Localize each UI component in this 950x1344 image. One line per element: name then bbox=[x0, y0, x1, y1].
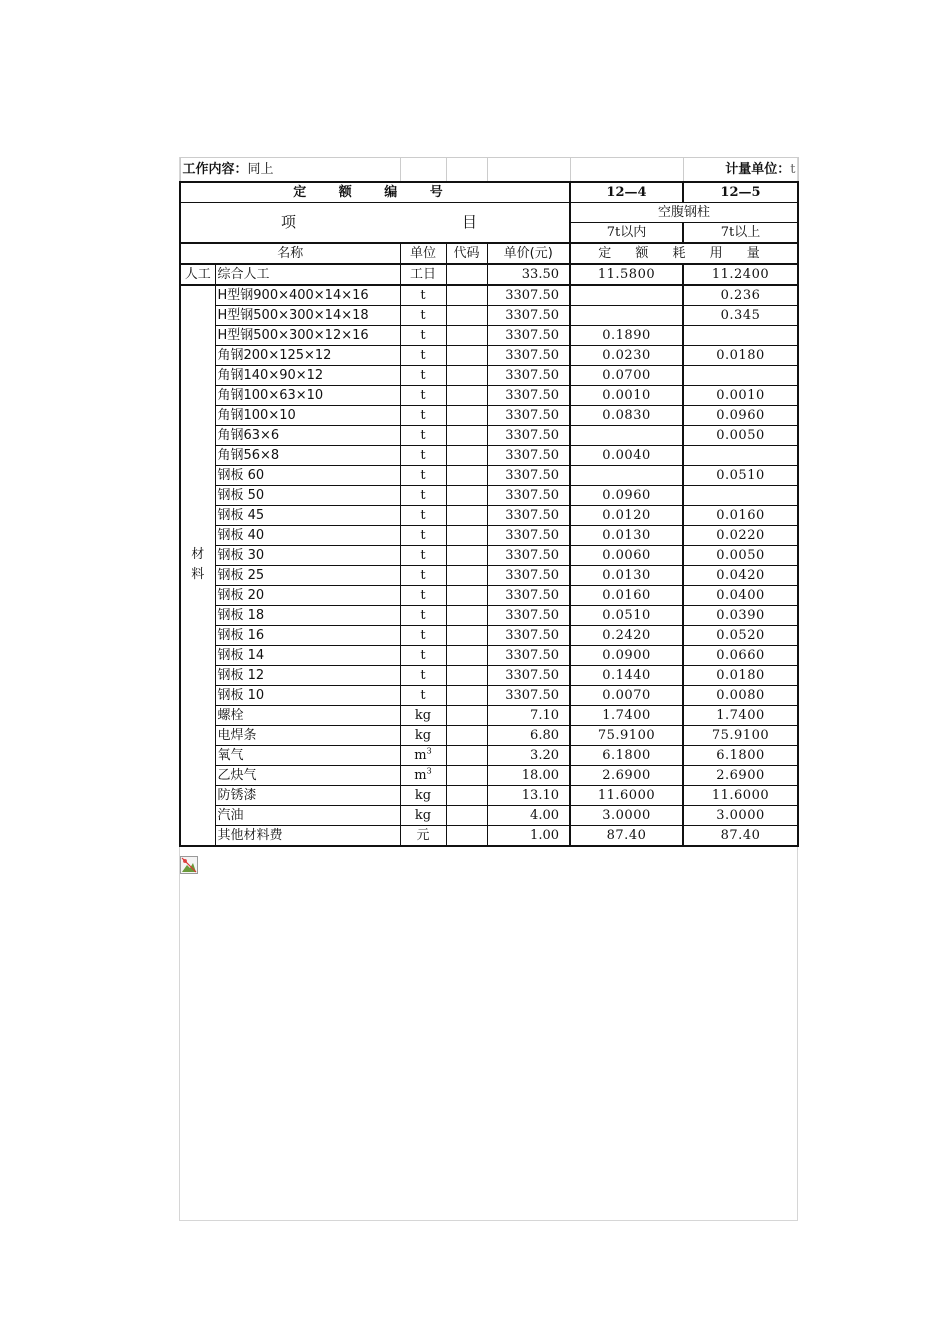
material-value-1: 0.0010 bbox=[570, 385, 683, 405]
material-row bbox=[180, 505, 798, 525]
quota-code-row bbox=[180, 182, 798, 203]
material-price: 3307.50 bbox=[487, 465, 570, 485]
material-unit: t bbox=[400, 585, 446, 605]
labor-price: 33.50 bbox=[487, 264, 570, 285]
material-value-1: 0.0130 bbox=[570, 565, 683, 585]
material-value-2: 0.0180 bbox=[683, 345, 798, 365]
material-name: 钢板 14 bbox=[215, 645, 400, 665]
col-code: 代码 bbox=[446, 243, 487, 264]
material-code bbox=[446, 765, 487, 785]
material-code bbox=[446, 825, 487, 846]
material-name: 乙炔气 bbox=[215, 765, 400, 785]
material-code bbox=[446, 505, 487, 525]
material-row bbox=[180, 485, 798, 505]
material-value-1 bbox=[570, 305, 683, 325]
header-row bbox=[180, 158, 798, 182]
material-price: 3307.50 bbox=[487, 685, 570, 705]
material-row bbox=[180, 645, 798, 665]
material-row bbox=[180, 805, 798, 825]
material-price: 1.00 bbox=[487, 825, 570, 846]
material-code bbox=[446, 545, 487, 565]
quota-label: 定 额 编 号 bbox=[293, 184, 457, 200]
material-code bbox=[446, 625, 487, 645]
material-value-1: 2.6900 bbox=[570, 765, 683, 785]
material-unit: t bbox=[400, 285, 446, 306]
material-value-1: 87.40 bbox=[570, 825, 683, 846]
material-row bbox=[180, 785, 798, 805]
material-value-2: 0.345 bbox=[683, 305, 798, 325]
material-unit bbox=[400, 765, 446, 785]
material-value-1 bbox=[570, 285, 683, 306]
material-name: 电焊条 bbox=[215, 725, 400, 745]
material-value-2: 0.0010 bbox=[683, 385, 798, 405]
material-unit-base: m bbox=[414, 747, 427, 763]
material-value-2: 0.0390 bbox=[683, 605, 798, 625]
material-value-1: 0.0130 bbox=[570, 525, 683, 545]
material-name: 钢板 12 bbox=[215, 665, 400, 685]
material-value-2 bbox=[683, 365, 798, 385]
material-code bbox=[446, 645, 487, 665]
material-value-1: 0.0070 bbox=[570, 685, 683, 705]
material-name: 钢板 60 bbox=[215, 465, 400, 485]
material-code bbox=[446, 525, 487, 545]
material-code bbox=[446, 365, 487, 385]
material-row bbox=[180, 725, 798, 745]
material-value-2: 3.0000 bbox=[683, 805, 798, 825]
material-value-1: 3.0000 bbox=[570, 805, 683, 825]
unit-label: 计量单位： bbox=[725, 161, 791, 177]
material-code bbox=[446, 805, 487, 825]
material-value-2: 0.0400 bbox=[683, 585, 798, 605]
material-unit: kg bbox=[400, 785, 446, 805]
material-unit: kg bbox=[400, 725, 446, 745]
material-row bbox=[180, 565, 798, 585]
material-unit: t bbox=[400, 505, 446, 525]
material-name: 角钢200×125×12 bbox=[215, 345, 400, 365]
col-name: 名称 bbox=[180, 243, 400, 264]
material-price: 3.20 bbox=[487, 745, 570, 765]
item-label-cell bbox=[180, 202, 570, 243]
group-title: 空腹钢柱 bbox=[570, 202, 798, 222]
material-name: 钢板 20 bbox=[215, 585, 400, 605]
material-code bbox=[446, 605, 487, 625]
material-value-1 bbox=[570, 425, 683, 445]
material-price: 3307.50 bbox=[487, 485, 570, 505]
material-value-2: 0.0220 bbox=[683, 525, 798, 545]
material-name: H型钢500×300×12×16 bbox=[215, 325, 400, 345]
material-name: 钢板 16 bbox=[215, 625, 400, 645]
material-row bbox=[180, 585, 798, 605]
material-value-2: 0.0050 bbox=[683, 425, 798, 445]
material-price: 3307.50 bbox=[487, 585, 570, 605]
material-value-2: 87.40 bbox=[683, 825, 798, 846]
material-price: 7.10 bbox=[487, 705, 570, 725]
work-content-value: 同上 bbox=[247, 161, 274, 177]
labor-name: 综合人工 bbox=[215, 264, 400, 285]
material-value-1: 0.0060 bbox=[570, 545, 683, 565]
material-price: 3307.50 bbox=[487, 505, 570, 525]
material-value-1: 0.0830 bbox=[570, 405, 683, 425]
material-value-2: 0.0080 bbox=[683, 685, 798, 705]
material-row bbox=[180, 665, 798, 685]
work-content-label: 工作内容： bbox=[182, 161, 248, 177]
material-code bbox=[446, 485, 487, 505]
material-row bbox=[180, 305, 798, 325]
material-price: 3307.50 bbox=[487, 405, 570, 425]
material-row bbox=[180, 425, 798, 445]
material-value-1: 0.0700 bbox=[570, 365, 683, 385]
column-header-row bbox=[180, 243, 798, 264]
material-name: 汽油 bbox=[215, 805, 400, 825]
material-price: 6.80 bbox=[487, 725, 570, 745]
material-unit: t bbox=[400, 605, 446, 625]
material-value-1: 0.0160 bbox=[570, 585, 683, 605]
material-price: 3307.50 bbox=[487, 645, 570, 665]
material-name: 钢板 18 bbox=[215, 605, 400, 625]
sub-title-1: 7t以内 bbox=[570, 222, 683, 243]
material-price: 3307.50 bbox=[487, 525, 570, 545]
material-name: 角钢140×90×12 bbox=[215, 365, 400, 385]
material-unit: t bbox=[400, 425, 446, 445]
material-unit: t bbox=[400, 625, 446, 645]
material-unit: kg bbox=[400, 705, 446, 725]
material-name: 角钢56×8 bbox=[215, 445, 400, 465]
material-name: 螺栓 bbox=[215, 705, 400, 725]
material-unit: t bbox=[400, 525, 446, 545]
labor-value-1: 11.5800 bbox=[570, 264, 683, 285]
material-price: 3307.50 bbox=[487, 325, 570, 345]
material-name: 钢板 30 bbox=[215, 545, 400, 565]
materials-category: 材料 bbox=[191, 547, 205, 582]
material-value-2: 0.0660 bbox=[683, 645, 798, 665]
material-value-1: 0.0960 bbox=[570, 485, 683, 505]
material-value-1: 0.0040 bbox=[570, 445, 683, 465]
material-code bbox=[446, 705, 487, 725]
material-value-1: 0.1890 bbox=[570, 325, 683, 345]
material-row bbox=[180, 525, 798, 545]
material-price: 3307.50 bbox=[487, 365, 570, 385]
material-unit bbox=[400, 745, 446, 765]
material-row bbox=[180, 545, 798, 565]
material-name: 防锈漆 bbox=[215, 785, 400, 805]
material-unit: t bbox=[400, 485, 446, 505]
material-row bbox=[180, 825, 798, 846]
material-price: 18.00 bbox=[487, 765, 570, 785]
material-value-2: 6.1800 bbox=[683, 745, 798, 765]
material-code bbox=[446, 745, 487, 765]
material-name: H型钢500×300×14×18 bbox=[215, 305, 400, 325]
material-price: 13.10 bbox=[487, 785, 570, 805]
quota-table bbox=[179, 157, 799, 847]
col-price: 单价(元) bbox=[487, 243, 570, 264]
unit-value: t bbox=[790, 161, 796, 177]
material-value-2: 0.0160 bbox=[683, 505, 798, 525]
material-value-2: 2.6900 bbox=[683, 765, 798, 785]
material-value-1: 0.0900 bbox=[570, 645, 683, 665]
material-price: 3307.50 bbox=[487, 425, 570, 445]
material-row bbox=[180, 285, 798, 306]
material-code bbox=[446, 285, 487, 306]
material-price: 3307.50 bbox=[487, 665, 570, 685]
labor-category: 人工 bbox=[180, 264, 215, 285]
material-code bbox=[446, 685, 487, 705]
material-unit: t bbox=[400, 465, 446, 485]
material-price: 3307.50 bbox=[487, 285, 570, 306]
material-value-2: 11.6000 bbox=[683, 785, 798, 805]
material-value-2: 0.0960 bbox=[683, 405, 798, 425]
material-value-1: 0.0510 bbox=[570, 605, 683, 625]
material-name: 其他材料费 bbox=[215, 825, 400, 846]
quota-code-2: 12—5 bbox=[683, 182, 798, 203]
material-unit: kg bbox=[400, 805, 446, 825]
material-row bbox=[180, 685, 798, 705]
material-unit: t bbox=[400, 405, 446, 425]
item-left-label: 项 bbox=[281, 212, 297, 231]
material-price: 4.00 bbox=[487, 805, 570, 825]
item-row-1 bbox=[180, 202, 798, 222]
material-row bbox=[180, 325, 798, 345]
material-value-2 bbox=[683, 485, 798, 505]
material-unit: 元 bbox=[400, 825, 446, 846]
material-unit: t bbox=[400, 545, 446, 565]
broken-image-icon bbox=[180, 856, 198, 874]
material-code bbox=[446, 425, 487, 445]
material-name: 角钢100×63×10 bbox=[215, 385, 400, 405]
material-row bbox=[180, 605, 798, 625]
material-price: 3307.50 bbox=[487, 565, 570, 585]
material-price: 3307.50 bbox=[487, 305, 570, 325]
labor-unit: 工日 bbox=[400, 264, 446, 285]
col-usage: 定 额 耗 用 量 bbox=[598, 245, 770, 261]
material-value-2: 0.236 bbox=[683, 285, 798, 306]
material-value-2 bbox=[683, 325, 798, 345]
materials-category-cell bbox=[180, 285, 215, 846]
material-value-1 bbox=[570, 465, 683, 485]
labor-row bbox=[180, 264, 798, 285]
material-unit: t bbox=[400, 645, 446, 665]
material-code bbox=[446, 585, 487, 605]
material-code bbox=[446, 665, 487, 685]
material-code bbox=[446, 305, 487, 325]
material-value-2: 75.9100 bbox=[683, 725, 798, 745]
material-unit-sup: 3 bbox=[426, 766, 432, 776]
material-unit: t bbox=[400, 385, 446, 405]
material-code bbox=[446, 465, 487, 485]
material-unit-sup: 3 bbox=[426, 746, 432, 756]
quota-label-cell bbox=[180, 182, 570, 203]
material-unit: t bbox=[400, 325, 446, 345]
material-name: 钢板 45 bbox=[215, 505, 400, 525]
col-unit: 单位 bbox=[400, 243, 446, 264]
material-value-2: 0.0180 bbox=[683, 665, 798, 685]
material-row bbox=[180, 705, 798, 725]
material-row bbox=[180, 625, 798, 645]
labor-value-2: 11.2400 bbox=[683, 264, 798, 285]
unit-info bbox=[683, 158, 798, 182]
material-code bbox=[446, 445, 487, 465]
material-row bbox=[180, 405, 798, 425]
material-value-1: 11.6000 bbox=[570, 785, 683, 805]
item-right-label: 目 bbox=[461, 212, 477, 231]
material-price: 3307.50 bbox=[487, 625, 570, 645]
material-name: 氧气 bbox=[215, 745, 400, 765]
material-price: 3307.50 bbox=[487, 605, 570, 625]
material-value-2: 0.0510 bbox=[683, 465, 798, 485]
material-unit: t bbox=[400, 685, 446, 705]
material-name: 钢板 40 bbox=[215, 525, 400, 545]
material-row bbox=[180, 365, 798, 385]
material-row bbox=[180, 445, 798, 465]
material-name: 角钢63×6 bbox=[215, 425, 400, 445]
material-value-2 bbox=[683, 445, 798, 465]
material-value-1: 1.7400 bbox=[570, 705, 683, 725]
material-value-2: 0.0520 bbox=[683, 625, 798, 645]
material-price: 3307.50 bbox=[487, 385, 570, 405]
material-unit: t bbox=[400, 665, 446, 685]
material-value-1: 6.1800 bbox=[570, 745, 683, 765]
material-row bbox=[180, 385, 798, 405]
material-name: H型钢900×400×14×16 bbox=[215, 285, 400, 306]
material-name: 钢板 25 bbox=[215, 565, 400, 585]
material-name: 钢板 10 bbox=[215, 685, 400, 705]
material-code bbox=[446, 325, 487, 345]
material-row bbox=[180, 765, 798, 785]
material-code bbox=[446, 565, 487, 585]
material-row bbox=[180, 745, 798, 765]
material-code bbox=[446, 345, 487, 365]
material-value-1: 75.9100 bbox=[570, 725, 683, 745]
material-value-1: 0.0230 bbox=[570, 345, 683, 365]
material-code bbox=[446, 725, 487, 745]
material-value-1: 0.1440 bbox=[570, 665, 683, 685]
material-code bbox=[446, 385, 487, 405]
quota-code-1: 12—4 bbox=[570, 182, 683, 203]
material-unit-base: m bbox=[414, 767, 427, 783]
material-unit: t bbox=[400, 345, 446, 365]
material-price: 3307.50 bbox=[487, 345, 570, 365]
material-value-1: 0.0120 bbox=[570, 505, 683, 525]
material-name: 钢板 50 bbox=[215, 485, 400, 505]
material-name: 角钢100×10 bbox=[215, 405, 400, 425]
material-price: 3307.50 bbox=[487, 545, 570, 565]
material-row bbox=[180, 345, 798, 365]
material-unit: t bbox=[400, 305, 446, 325]
material-code bbox=[446, 785, 487, 805]
material-unit: t bbox=[400, 365, 446, 385]
sub-title-2: 7t以上 bbox=[683, 222, 798, 243]
col-usage-cell bbox=[570, 243, 798, 264]
material-price: 3307.50 bbox=[487, 445, 570, 465]
material-value-2: 1.7400 bbox=[683, 705, 798, 725]
material-code bbox=[446, 405, 487, 425]
material-unit: t bbox=[400, 565, 446, 585]
material-value-2: 0.0420 bbox=[683, 565, 798, 585]
material-value-2: 0.0050 bbox=[683, 545, 798, 565]
material-unit: t bbox=[400, 445, 446, 465]
material-row bbox=[180, 465, 798, 485]
material-value-1: 0.2420 bbox=[570, 625, 683, 645]
work-content bbox=[180, 158, 400, 182]
